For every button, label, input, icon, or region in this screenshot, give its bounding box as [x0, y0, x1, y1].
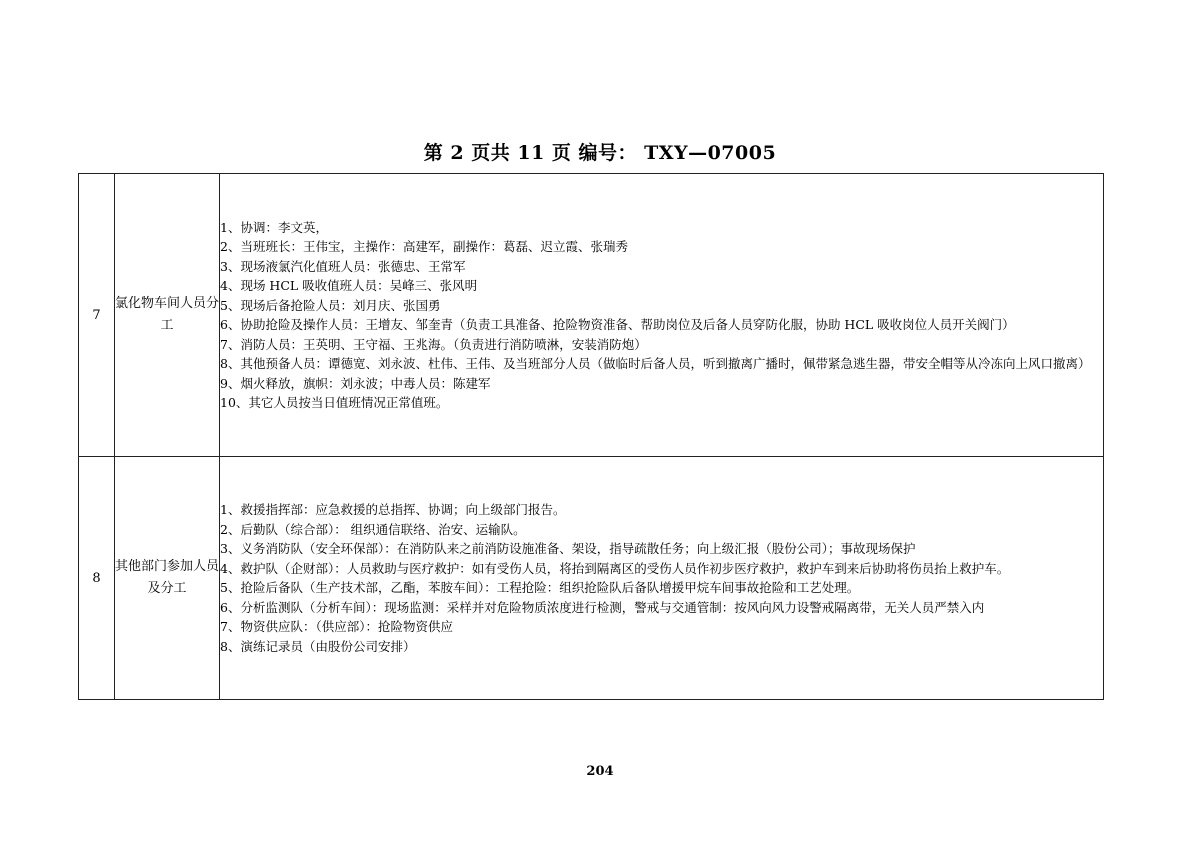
list-item: 1、协调：李文英， — [220, 219, 328, 235]
list-item: 5、现场后备抢险人员：刘月庆、张国勇 — [220, 297, 441, 313]
list-item: 2、当班班长：王伟宝，主操作：高建军，副操作：葛磊、迟立霞、张瑞秀 — [220, 239, 628, 254]
page-number: 204 — [586, 764, 614, 779]
list-item: 4、救护队（企财部）：人员救助与医疗救护：如有受伤人员，将抬到隔离区的受伤人员作初步医疗救护，救护车到来后协助将伤员抬上救护车。 — [220, 560, 1010, 576]
list-item: 6、分析监测队（分析车间）：现场监测：采样并对危险物质浓度进行检测，警戒与交通管制：按风向风力设警戒隔离带，无关人员严禁入内 — [220, 599, 985, 615]
list-item: 7、消防人员：王英明、王守福、王兆海。（负责进行消防喷淋，安装消防炮） — [220, 336, 647, 352]
row-name: 其他部门参加人员及分工 — [115, 457, 220, 700]
list-item: 8、其他预备人员：谭德宽、刘永波、杜伟、王伟、及当班部分人员（做临时后备人员，听到撤离广播时，佩带紧急逃生器，带安全帽等从冷冻向上风口撤离） — [220, 356, 1091, 371]
table-row — [79, 457, 1104, 700]
table-row — [79, 174, 1104, 457]
list-item: 7、物资供应队：（供应部）：抢险物资供应 — [220, 619, 453, 634]
list-item: 5、抢险后备队（生产技术部，乙酯，苯胺车间）：工程抢险：组织抢险队后备队增援甲烷车间事故抢险和工艺处理。 — [220, 580, 860, 595]
list-item: 6、协助抢险及操作人员：王增友、邹奎青（负责工具准备、抢险物资准备、帮助岗位及后备人员穿防化服，协助 HCL 吸收岗位人员开关阀门） — [220, 317, 1015, 332]
detail-list — [220, 218, 1103, 413]
list-item: 4、现场 HCL 吸收值班人员：吴峰三、张风明 — [220, 278, 478, 293]
list-item: 10、其它人员按当日值班情况正常值班。 — [220, 395, 449, 410]
list-item: 9、烟火释放，旗帜：刘永波；中毒人员：陈建军 — [220, 375, 491, 391]
row-detail — [220, 174, 1104, 457]
page-title: 第 2 页共 11 页 编号： TXY—07005 — [423, 142, 777, 164]
list-item: 3、现场液氯汽化值班人员：张德忠、王常军 — [220, 258, 466, 274]
row-detail — [220, 457, 1104, 700]
list-item: 3、义务消防队（安全环保部）：在消防队来之前消防设施准备、架设，指导疏散任务；向上级汇报（股份公司）；事故现场保护 — [220, 541, 916, 556]
list-item: 1、救援指挥部：应急救援的总指挥、协调；向上级部门报告。 — [220, 502, 566, 517]
assignment-table — [78, 173, 1104, 700]
list-item: 8、演练记录员（由股份公司安排） — [220, 638, 416, 654]
list-item: 2、后勤队（综合部）： 组织通信联络、治安、运输队。 — [220, 521, 526, 537]
row-name: 氯化物车间人员分工 — [115, 174, 220, 457]
row-number: 8 — [79, 457, 115, 700]
detail-list — [220, 500, 1103, 656]
row-number: 7 — [79, 174, 115, 457]
